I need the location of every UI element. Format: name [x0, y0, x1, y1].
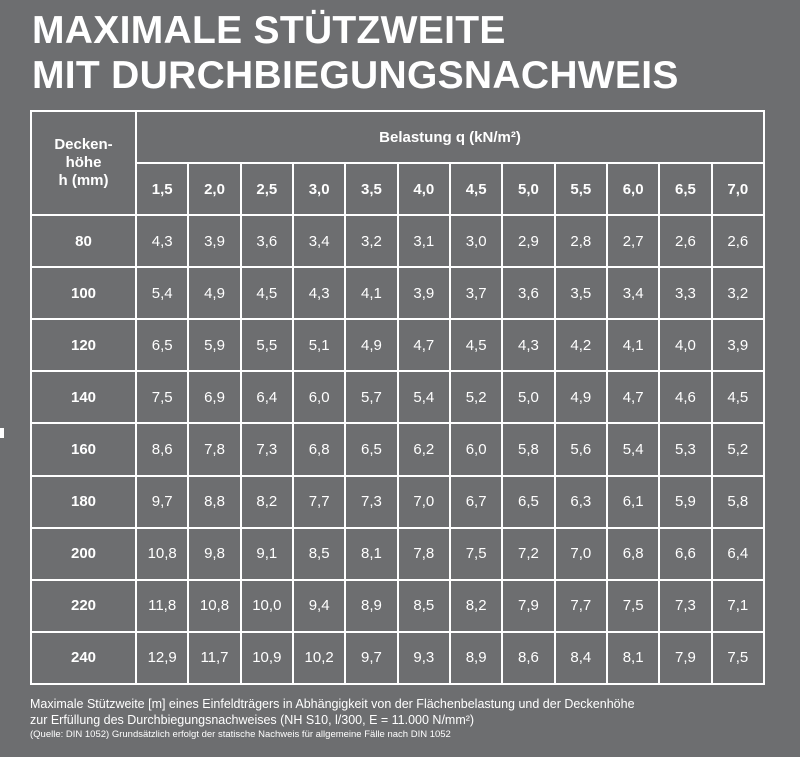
table-row: [31, 371, 764, 423]
span-value-cell: 4,5: [450, 319, 502, 371]
table-row: [31, 476, 764, 528]
span-value-cell: 3,0: [450, 215, 502, 267]
span-value-cell: 5,1: [293, 319, 345, 371]
span-value-cell: 5,2: [712, 423, 764, 475]
span-value-cell: 4,9: [188, 267, 240, 319]
span-value-cell: 6,0: [293, 371, 345, 423]
table-row: [31, 528, 764, 580]
span-value-cell: 10,9: [241, 632, 293, 684]
span-value-cell: 7,8: [398, 528, 450, 580]
span-value-cell: 8,6: [136, 423, 188, 475]
load-header-cell: 7,0: [712, 163, 764, 215]
span-value-cell: 4,9: [345, 319, 397, 371]
span-value-cell: 5,5: [241, 319, 293, 371]
span-value-cell: 4,0: [659, 319, 711, 371]
corner-header-line-2: höhe: [65, 154, 102, 171]
load-header-cell: 3,5: [345, 163, 397, 215]
span-value-cell: 8,5: [398, 580, 450, 632]
span-value-cell: 2,6: [659, 215, 711, 267]
span-value-cell: 8,5: [293, 528, 345, 580]
row-height-label: 180: [31, 476, 136, 528]
span-value-cell: 5,8: [502, 423, 554, 475]
title-line-1: MAXIMALE STÜTZWEITE: [32, 9, 506, 52]
load-header-cell: 5,0: [502, 163, 554, 215]
ceiling-height-header: [31, 111, 136, 215]
span-value-cell: 8,9: [450, 632, 502, 684]
span-value-cell: 4,3: [293, 267, 345, 319]
load-header-row: [31, 163, 764, 215]
span-value-cell: 7,2: [502, 528, 554, 580]
span-value-cell: 7,5: [607, 580, 659, 632]
span-value-cell: 4,2: [555, 319, 607, 371]
span-value-cell: 7,8: [188, 423, 240, 475]
span-value-cell: 7,0: [555, 528, 607, 580]
page-title: [32, 8, 679, 98]
caption-source: (Quelle: DIN 1052) Grundsätzlich erfolgt der statische Nachweis für allgemeine Fälle nach DIN 1052: [30, 729, 451, 740]
span-value-cell: 10,2: [293, 632, 345, 684]
row-height-label: 140: [31, 371, 136, 423]
span-value-cell: 9,4: [293, 580, 345, 632]
span-value-cell: 7,5: [136, 371, 188, 423]
span-value-cell: 3,9: [712, 319, 764, 371]
span-value-cell: 4,1: [345, 267, 397, 319]
span-value-cell: 5,6: [555, 423, 607, 475]
table-row: [31, 319, 764, 371]
row-height-label: 80: [31, 215, 136, 267]
span-value-cell: 6,6: [659, 528, 711, 580]
span-value-cell: 5,9: [188, 319, 240, 371]
span-value-cell: 6,9: [188, 371, 240, 423]
span-table: [30, 110, 765, 685]
span-value-cell: 10,0: [241, 580, 293, 632]
load-header-cell: 2,5: [241, 163, 293, 215]
span-value-cell: 3,2: [712, 267, 764, 319]
span-value-cell: 7,3: [241, 423, 293, 475]
load-header-cell: 4,0: [398, 163, 450, 215]
span-value-cell: 8,2: [241, 476, 293, 528]
span-value-cell: 6,3: [555, 476, 607, 528]
row-height-label: 240: [31, 632, 136, 684]
row-height-label: 160: [31, 423, 136, 475]
caption-line-2: zur Erfüllung des Durchbiegungsnachweises (NH S10, l/300, E = 11.000 N/mm²): [30, 713, 475, 727]
span-value-cell: 8,4: [555, 632, 607, 684]
span-value-cell: 8,1: [607, 632, 659, 684]
load-header-cell: 6,0: [607, 163, 659, 215]
span-value-cell: 4,5: [712, 371, 764, 423]
row-height-label: 120: [31, 319, 136, 371]
span-value-cell: 7,1: [712, 580, 764, 632]
span-value-cell: 3,3: [659, 267, 711, 319]
corner-header-line-1: Decken-: [54, 136, 113, 153]
span-value-cell: 6,2: [398, 423, 450, 475]
span-value-cell: 10,8: [136, 528, 188, 580]
load-header-cell: 6,5: [659, 163, 711, 215]
row-height-label: 220: [31, 580, 136, 632]
span-value-cell: 6,0: [450, 423, 502, 475]
span-value-cell: 5,7: [345, 371, 397, 423]
span-value-cell: 9,3: [398, 632, 450, 684]
span-value-cell: 11,7: [188, 632, 240, 684]
load-header-cell: 2,0: [188, 163, 240, 215]
span-value-cell: 7,3: [345, 476, 397, 528]
span-value-cell: 4,5: [241, 267, 293, 319]
span-value-cell: 4,3: [502, 319, 554, 371]
span-value-cell: 8,2: [450, 580, 502, 632]
span-value-cell: 7,7: [293, 476, 345, 528]
span-value-cell: 5,3: [659, 423, 711, 475]
span-value-cell: 4,7: [607, 371, 659, 423]
span-value-cell: 5,4: [398, 371, 450, 423]
table-row: [31, 215, 764, 267]
span-value-cell: 5,4: [136, 267, 188, 319]
span-value-cell: 7,3: [659, 580, 711, 632]
span-value-cell: 6,5: [345, 423, 397, 475]
span-value-cell: 9,8: [188, 528, 240, 580]
span-value-cell: 5,0: [502, 371, 554, 423]
span-value-cell: 4,6: [659, 371, 711, 423]
caption-line-1: Maximale Stützweite [m] eines Einfeldträgers in Abhängigkeit von der Flächenbelastung und der Deckenhöhe: [30, 697, 635, 711]
span-value-cell: 3,6: [241, 215, 293, 267]
table-row: [31, 580, 764, 632]
table-row: [31, 423, 764, 475]
span-value-cell: 4,1: [607, 319, 659, 371]
span-value-cell: 6,4: [712, 528, 764, 580]
span-value-cell: 6,5: [502, 476, 554, 528]
span-value-cell: 5,8: [712, 476, 764, 528]
row-height-label: 100: [31, 267, 136, 319]
edge-mark: [0, 428, 4, 438]
load-header-cell: 4,5: [450, 163, 502, 215]
span-value-cell: 6,7: [450, 476, 502, 528]
corner-header-line-3: h (mm): [58, 172, 109, 189]
span-value-cell: 12,9: [136, 632, 188, 684]
span-value-cell: 7,9: [502, 580, 554, 632]
span-value-cell: 4,3: [136, 215, 188, 267]
span-value-cell: 3,6: [502, 267, 554, 319]
table-caption: [30, 696, 790, 742]
span-value-cell: 8,8: [188, 476, 240, 528]
span-value-cell: 7,5: [712, 632, 764, 684]
span-value-cell: 2,6: [712, 215, 764, 267]
span-value-cell: 3,4: [293, 215, 345, 267]
span-value-cell: 2,7: [607, 215, 659, 267]
row-height-label: 200: [31, 528, 136, 580]
span-value-cell: 3,5: [555, 267, 607, 319]
span-value-cell: 6,1: [607, 476, 659, 528]
span-value-cell: 6,4: [241, 371, 293, 423]
span-value-cell: 5,2: [450, 371, 502, 423]
span-value-cell: 2,9: [502, 215, 554, 267]
span-value-cell: 2,8: [555, 215, 607, 267]
span-value-cell: 7,5: [450, 528, 502, 580]
span-value-cell: 4,7: [398, 319, 450, 371]
span-value-cell: 3,1: [398, 215, 450, 267]
title-line-2: MIT DURCHBIEGUNGSNACHWEIS: [32, 54, 679, 97]
span-value-cell: 8,6: [502, 632, 554, 684]
span-value-cell: 3,7: [450, 267, 502, 319]
span-value-cell: 10,8: [188, 580, 240, 632]
span-value-cell: 5,4: [607, 423, 659, 475]
table-body: [31, 215, 764, 684]
span-value-cell: 3,2: [345, 215, 397, 267]
span-value-cell: 7,0: [398, 476, 450, 528]
load-header-cell: 3,0: [293, 163, 345, 215]
span-value-cell: 8,9: [345, 580, 397, 632]
load-header-cell: 1,5: [136, 163, 188, 215]
span-value-cell: 6,5: [136, 319, 188, 371]
span-value-cell: 3,4: [607, 267, 659, 319]
load-header-cell: 5,5: [555, 163, 607, 215]
span-value-cell: 3,9: [188, 215, 240, 267]
span-value-cell: 8,1: [345, 528, 397, 580]
table-row: [31, 267, 764, 319]
load-group-header: Belastung q (kN/m²): [136, 111, 764, 163]
span-value-cell: 7,7: [555, 580, 607, 632]
span-value-cell: 3,9: [398, 267, 450, 319]
table-row: [31, 632, 764, 684]
span-value-cell: 6,8: [293, 423, 345, 475]
span-value-cell: 9,7: [136, 476, 188, 528]
span-value-cell: 6,8: [607, 528, 659, 580]
span-value-cell: 9,7: [345, 632, 397, 684]
span-value-cell: 9,1: [241, 528, 293, 580]
span-value-cell: 5,9: [659, 476, 711, 528]
span-value-cell: 11,8: [136, 580, 188, 632]
span-value-cell: 4,9: [555, 371, 607, 423]
span-value-cell: 7,9: [659, 632, 711, 684]
